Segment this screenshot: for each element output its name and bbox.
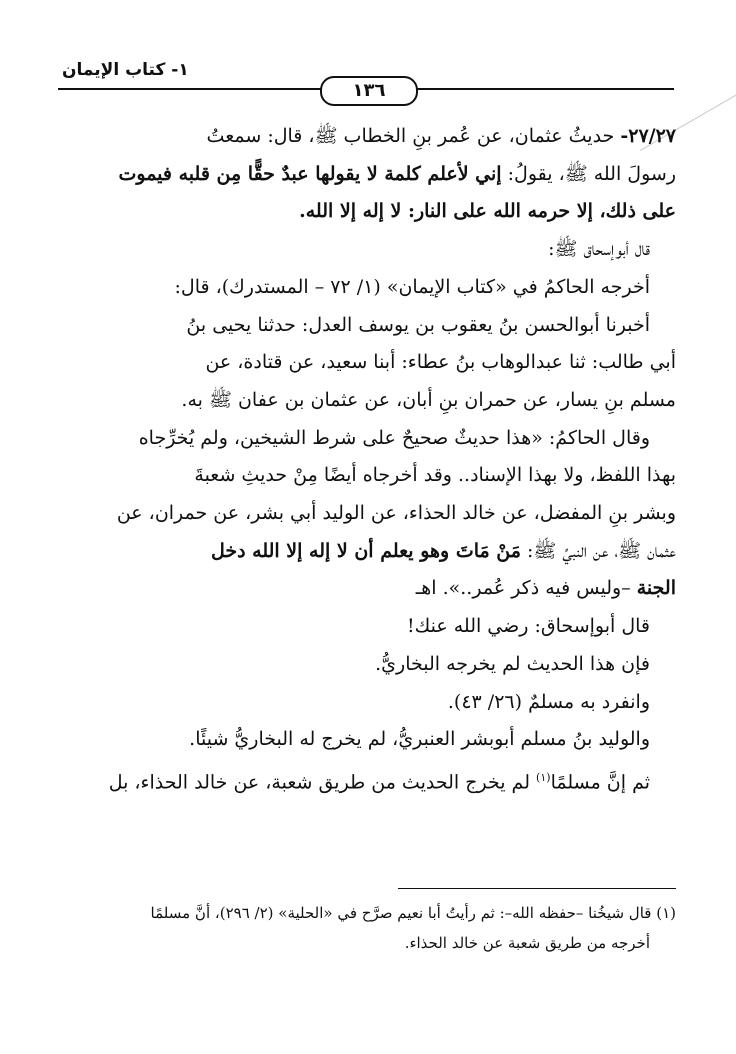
text-line: وانفرد به مسلمٌ (٢٦/ ٤٣). [447, 690, 650, 713]
page-number: ١٣٦ [320, 76, 418, 106]
text-line: أخبرنا أبوالحسن بنُ يعقوب بن يوسف العدل: حدثنا يحيى بنُ [186, 313, 650, 336]
main-text [60, 118, 676, 802]
footnote [60, 898, 676, 958]
text-line: الجنة –وليس فيه ذكر عُمر..». اهـ [415, 577, 676, 600]
text-line [60, 193, 676, 231]
text-line: أخرجه الحاكمُ في «كتاب الإيمان» (١/ ٧٢ – المستدرك)، قال: [174, 275, 650, 298]
text-line: بهذا اللفظ، ولا بهذا الإسناد.. وقد أخرجاه أيضًا مِنْ حديثِ شعبةَ [194, 464, 676, 487]
hadith-matn: الجنة [636, 577, 676, 600]
text-line: قال أبوإسحاق: رضي الله عنك! [406, 615, 650, 638]
text-line: مسلم بنِ يسار، عن حمران بنِ أبان، عن عثمان بن عفان ﷺ به. [181, 388, 676, 411]
footnote-line: (١) قال شيخُنا –حفظه الله–: ثم رأيتُ أبا نعيم صرَّح في «الحلية» (٢/ ٢٩٦)، أنَّ مسلمًا [150, 904, 676, 922]
text-line: فإن هذا الحديث لم يخرجه البخاريُّ. [375, 652, 650, 675]
text-line: ثم إنَّ مسلمًا$^{(١)}$ لم يخرج الحديث من طريق شعبة، عن خالد الحذاء، بل [108, 770, 650, 794]
text-line: رسولَ الله ﷺ، يقولُ: إني لأعلم كلمة لا يقولها عبدٌ حقًّا مِن قلبه فيموت [118, 162, 676, 185]
text-line: وقال الحاكمُ: «هذا حديثٌ صحيحٌ على شرط الشيخين، ولم يُخرِّجاه [138, 426, 650, 449]
hadith-matn: إني لأعلم كلمة لا يقولها عبدٌ حقًّا مِن قلبه فيموت [118, 162, 502, 185]
footnote-rule [398, 888, 676, 889]
text-line: والوليد بنُ مسلم أبوبشر العنبريُّ، لم يخرج له البخاريُّ شيئًا. [189, 728, 650, 751]
hadith-matn: مَنْ مَاتَ وهو يعلم أن لا إله إلا الله دخل [210, 539, 521, 562]
footnote-line: أخرجه من طريق شعبة عن خالد الحذاء. [404, 934, 650, 952]
chapter-title: ١- كتاب الإيمان [62, 60, 189, 80]
text-line: أبي طالب: ثنا عبدالوهاب بنُ عطاء: أبنا سعيد، عن قتادة، عن [205, 351, 676, 374]
footnote-marker: (١) [536, 770, 551, 784]
text-line: عثمان ﷺ، عن النبيِّ ﷺ: مَنْ مَاتَ وهو يعلم أن لا إله إلا الله دخل [210, 539, 676, 562]
text-line: ٢٧/٢٧- حديثُ عثمان، عن عُمر بنِ الخطاب ﷺ، قال: سمعتُ [206, 125, 676, 147]
hadith-number: ٢٧/٢٧- [620, 125, 676, 147]
text-line: قال أبوإسحاق ﷺ: [548, 238, 650, 261]
hadith-matn: على ذلك، إلا حرمه الله على النار: لا إله إلا الله. [299, 200, 676, 223]
text-line: وبشر بنِ المفضل، عن خالد الحذاء، عن الوليد أبي بشر، عن حمران، عن [116, 502, 676, 525]
